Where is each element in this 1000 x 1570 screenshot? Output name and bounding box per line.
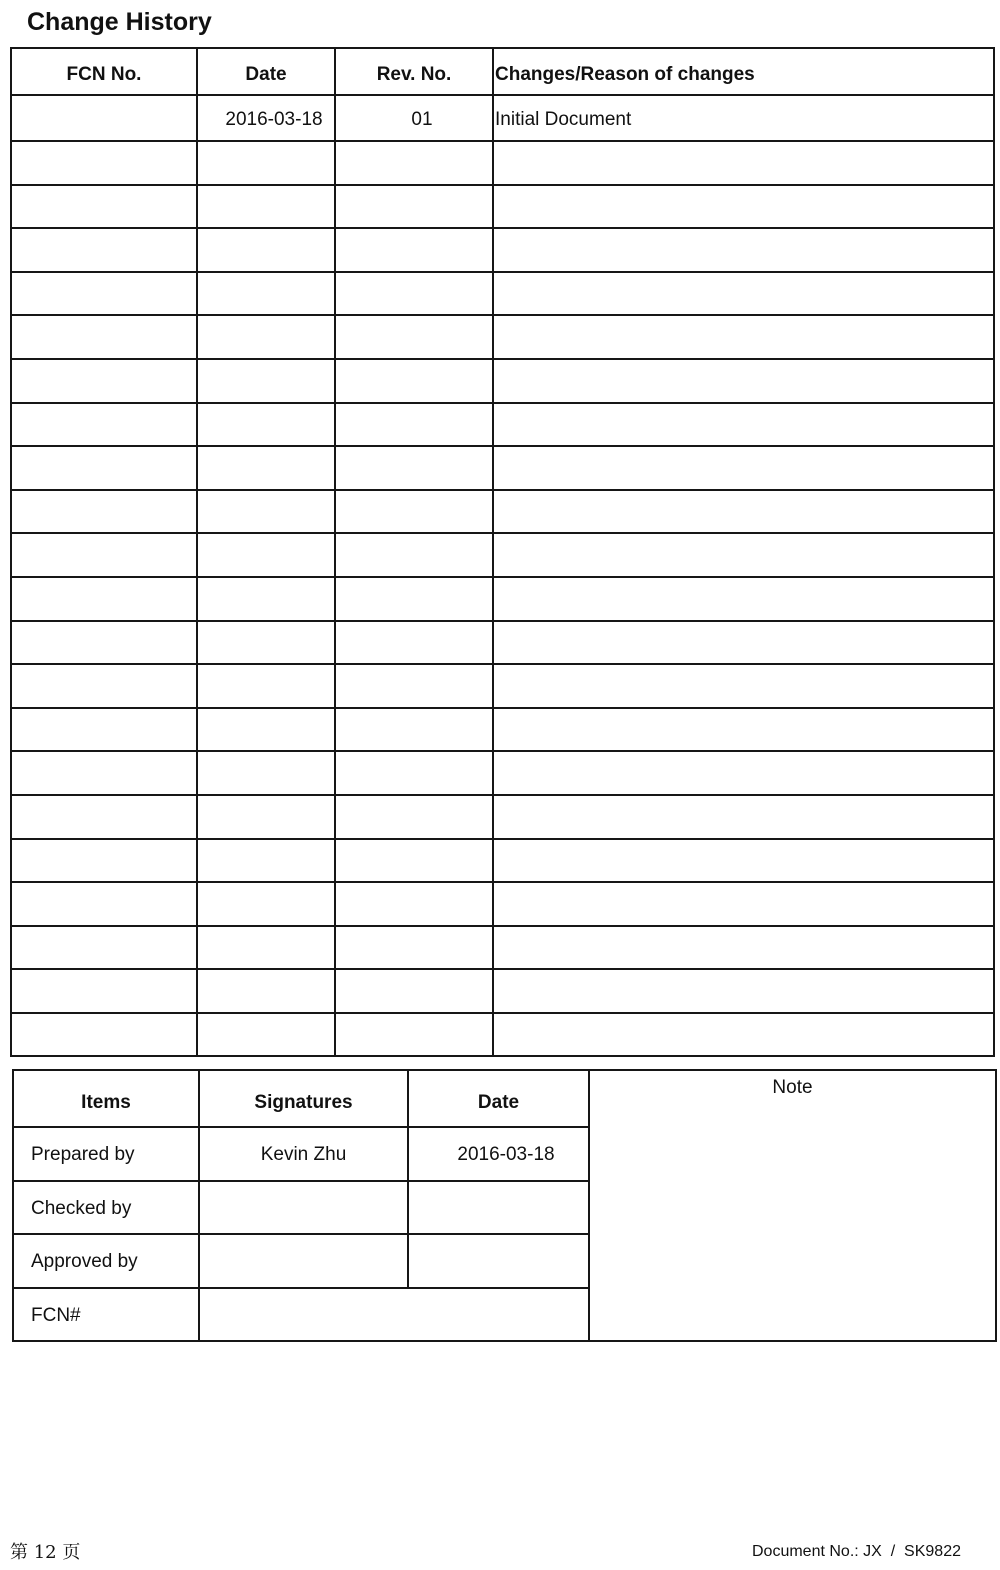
- item-label: Checked by: [13, 1181, 199, 1234]
- rev-no-cell: [335, 533, 493, 577]
- date-cell: [197, 533, 335, 577]
- fcn-no-cell: [11, 185, 197, 229]
- fcn-no-cell: [11, 839, 197, 883]
- change-history-row: [11, 490, 994, 534]
- changes-cell: Initial Document: [493, 95, 994, 141]
- changes-cell: [493, 708, 994, 752]
- changes-cell: [493, 141, 994, 185]
- fcn-label: FCN#: [13, 1288, 199, 1341]
- approval-date-cell: [408, 1181, 589, 1234]
- changes-cell: [493, 1013, 994, 1057]
- changes-cell: [493, 359, 994, 403]
- approval-date-header: Date: [408, 1070, 589, 1127]
- change-history-row: [11, 795, 994, 839]
- changes-cell: [493, 446, 994, 490]
- changes-cell: [493, 315, 994, 359]
- changes-cell: [493, 403, 994, 447]
- approval-header-row: [13, 1070, 996, 1127]
- changes-cell: [493, 926, 994, 970]
- fcn-no-cell: [11, 882, 197, 926]
- fcn-no-cell: [11, 969, 197, 1013]
- rev-no-cell: [335, 315, 493, 359]
- date-cell: [197, 359, 335, 403]
- fcn-no-cell: [11, 708, 197, 752]
- change-history-row: [11, 359, 994, 403]
- change-history-row: [11, 708, 994, 752]
- date-header: Date: [197, 48, 335, 95]
- change-history-row: [11, 882, 994, 926]
- rev-no-cell: [335, 839, 493, 883]
- page-title: Change History: [27, 8, 212, 36]
- page-number: 第 12 页: [10, 1542, 81, 1563]
- date-cell: 2016-03-18: [197, 95, 335, 141]
- signature-cell: [199, 1181, 408, 1234]
- date-cell: [197, 272, 335, 316]
- rev-no-cell: [335, 926, 493, 970]
- changes-cell: [493, 839, 994, 883]
- note-label: Note: [772, 1077, 813, 1098]
- fcn-no-cell: [11, 95, 197, 141]
- fcn-value-cell: [199, 1288, 589, 1341]
- change-history-row: [11, 969, 994, 1013]
- change-history-row: [11, 751, 994, 795]
- fcn-no-cell: [11, 446, 197, 490]
- changes-cell: [493, 490, 994, 534]
- rev-no-cell: [335, 403, 493, 447]
- change-history-row: [11, 621, 994, 665]
- changes-cell: [493, 664, 994, 708]
- fcn-no-cell: [11, 403, 197, 447]
- rev-no-cell: [335, 446, 493, 490]
- date-cell: [197, 621, 335, 665]
- fcn-no-header: FCN No.: [11, 48, 197, 95]
- date-cell: [197, 751, 335, 795]
- changes-cell: [493, 969, 994, 1013]
- fcn-no-cell: [11, 1013, 197, 1057]
- rev-no-cell: [335, 882, 493, 926]
- change-history-row: [11, 533, 994, 577]
- approval-date-cell: [408, 1234, 589, 1288]
- change-history-row: [11, 839, 994, 883]
- fcn-no-cell: [11, 141, 197, 185]
- rev-no-cell: [335, 1013, 493, 1057]
- date-cell: [197, 795, 335, 839]
- change-history-row: [11, 141, 994, 185]
- date-cell: [197, 185, 335, 229]
- fcn-no-cell: [11, 621, 197, 665]
- date-cell: [197, 664, 335, 708]
- rev-no-cell: [335, 490, 493, 534]
- date-cell: [197, 490, 335, 534]
- date-cell: [197, 403, 335, 447]
- approval-table: [12, 1069, 997, 1342]
- fcn-no-cell: [11, 315, 197, 359]
- change-history-row: [11, 228, 994, 272]
- date-cell: [197, 926, 335, 970]
- change-history-row: [11, 185, 994, 229]
- date-cell: [197, 577, 335, 621]
- changes-cell: [493, 751, 994, 795]
- change-history-header-row: [11, 48, 994, 95]
- rev-no-cell: [335, 141, 493, 185]
- item-label: Approved by: [13, 1234, 199, 1288]
- changes-cell: [493, 533, 994, 577]
- rev-no-cell: [335, 359, 493, 403]
- date-cell: [197, 141, 335, 185]
- rev-no-cell: [335, 751, 493, 795]
- fcn-no-cell: [11, 926, 197, 970]
- change-history-row: [11, 272, 994, 316]
- change-history-table: [10, 47, 995, 1057]
- rev-no-cell: [335, 969, 493, 1013]
- signatures-header: Signatures: [199, 1070, 408, 1127]
- change-history-row: [11, 577, 994, 621]
- fcn-no-cell: [11, 664, 197, 708]
- rev-no-cell: [335, 185, 493, 229]
- date-cell: [197, 882, 335, 926]
- change-history-row: [11, 926, 994, 970]
- rev-no-cell: [335, 272, 493, 316]
- rev-no-cell: [335, 708, 493, 752]
- fcn-no-cell: [11, 359, 197, 403]
- date-cell: [197, 839, 335, 883]
- fcn-no-cell: [11, 228, 197, 272]
- changes-cell: [493, 795, 994, 839]
- change-history-row: [11, 1013, 994, 1057]
- change-history-row: [11, 403, 994, 447]
- change-history-row: [11, 95, 994, 141]
- signature-cell: Kevin Zhu: [199, 1127, 408, 1181]
- changes-cell: [493, 185, 994, 229]
- fcn-no-cell: [11, 490, 197, 534]
- rev-no-header: Rev. No.: [335, 48, 493, 95]
- fcn-no-cell: [11, 751, 197, 795]
- rev-no-cell: [335, 621, 493, 665]
- changes-header: Changes/Reason of changes: [493, 48, 994, 95]
- change-history-row: [11, 446, 994, 490]
- date-cell: [197, 969, 335, 1013]
- date-cell: [197, 228, 335, 272]
- changes-cell: [493, 272, 994, 316]
- approval-date-cell: 2016-03-18: [408, 1127, 589, 1181]
- rev-no-cell: [335, 795, 493, 839]
- change-history-row: [11, 664, 994, 708]
- changes-cell: [493, 882, 994, 926]
- rev-no-cell: [335, 664, 493, 708]
- date-cell: [197, 446, 335, 490]
- fcn-no-cell: [11, 795, 197, 839]
- note-cell: [589, 1070, 996, 1341]
- change-history-row: [11, 315, 994, 359]
- signature-cell: [199, 1234, 408, 1288]
- date-cell: [197, 315, 335, 359]
- rev-no-cell: [335, 577, 493, 621]
- date-cell: [197, 708, 335, 752]
- changes-cell: [493, 577, 994, 621]
- rev-no-cell: 01: [335, 95, 493, 141]
- date-cell: [197, 1013, 335, 1057]
- fcn-no-cell: [11, 272, 197, 316]
- document-number: Document No.: JX / SK9822: [752, 1543, 961, 1560]
- rev-no-cell: [335, 228, 493, 272]
- fcn-no-cell: [11, 577, 197, 621]
- changes-cell: [493, 228, 994, 272]
- fcn-no-cell: [11, 533, 197, 577]
- items-header: Items: [13, 1070, 199, 1127]
- item-label: Prepared by: [13, 1127, 199, 1181]
- changes-cell: [493, 621, 994, 665]
